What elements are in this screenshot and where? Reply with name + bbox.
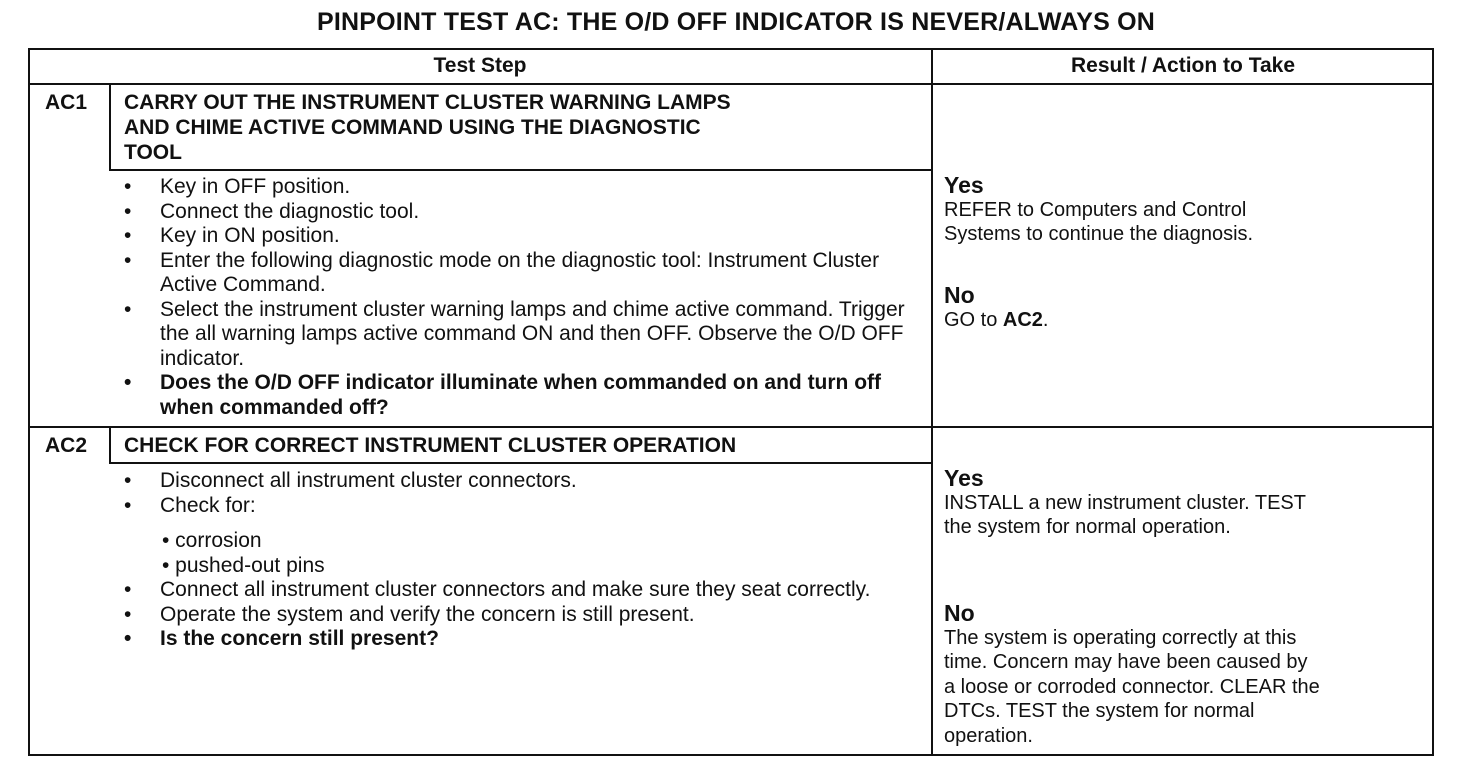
list-item: • Does the O/D OFF indicator illuminate when commanded on and turn off when commanded off? xyxy=(124,371,914,420)
list-item: • Is the concern still present? xyxy=(124,627,914,652)
list-item: • Key in OFF position. xyxy=(124,175,914,200)
header-result: Result / Action to Take xyxy=(1070,54,1296,77)
header-test-step: Test Step xyxy=(433,54,527,77)
step-id-divider-ac2 xyxy=(109,428,111,464)
ac2-check-sublist xyxy=(162,529,325,578)
list-item: • Check for: xyxy=(124,494,914,519)
list-item: • Operate the system and verify the concern is still present. xyxy=(124,603,914,628)
list-item: • pushed-out pins xyxy=(162,553,325,577)
step-id-ac1: AC1 xyxy=(45,91,88,114)
list-item: • Enter the following diagnostic mode on the diagnostic tool: Instrument Cluster Active Command. xyxy=(124,249,914,298)
step-id-divider-ac1 xyxy=(109,85,111,170)
list-item: • Connect the diagnostic tool. xyxy=(124,200,914,225)
ac2-step-list-b xyxy=(124,578,914,652)
list-item: • Disconnect all instrument cluster connectors. xyxy=(124,469,914,494)
list-item: • Key in ON position. xyxy=(124,224,914,249)
ac1-title-divider xyxy=(109,169,932,171)
step-title-ac1: CARRY OUT THE INSTRUMENT CLUSTER WARNING LAMPS AND CHIME ACTIVE COMMAND USING THE DIAGNOSTIC TOOL xyxy=(124,91,731,164)
step-id-ac2: AC2 xyxy=(45,434,88,457)
header-divider xyxy=(28,83,1434,85)
step-title-ac2: CHECK FOR CORRECT INSTRUMENT CLUSTER OPERATION xyxy=(124,434,737,457)
list-item: • corrosion xyxy=(162,529,262,552)
ac2-step-list-a xyxy=(124,469,914,518)
ac2-result-no: No The system is operating correctly at this time. Concern may have been caused by a loose or corroded connector. CLEAR the DTCs. TEST the system for normal operation. xyxy=(944,600,1320,747)
list-item: • Select the instrument cluster warning lamps and chime active command. Trigger the all warning lamps active command ON and then OFF. Observe the O/D OFF indicator. xyxy=(124,298,914,372)
step-divider xyxy=(28,426,1434,428)
page-title: PINPOINT TEST AC: THE O/D OFF INDICATOR IS NEVER/ALWAYS ON xyxy=(316,8,1156,36)
column-divider xyxy=(931,48,933,756)
ac2-result-yes: Yes INSTALL a new instrument cluster. TEST the system for normal operation. xyxy=(944,465,1306,538)
ac1-step-list xyxy=(124,175,914,420)
ac1-result-yes: Yes REFER to Computers and Control Systems to continue the diagnosis. xyxy=(944,172,1254,245)
ac2-title-divider xyxy=(109,462,932,464)
ac1-result-no: No GO to AC2. xyxy=(944,282,1049,331)
list-item: • Connect all instrument cluster connectors and make sure they seat correctly. xyxy=(124,578,914,603)
